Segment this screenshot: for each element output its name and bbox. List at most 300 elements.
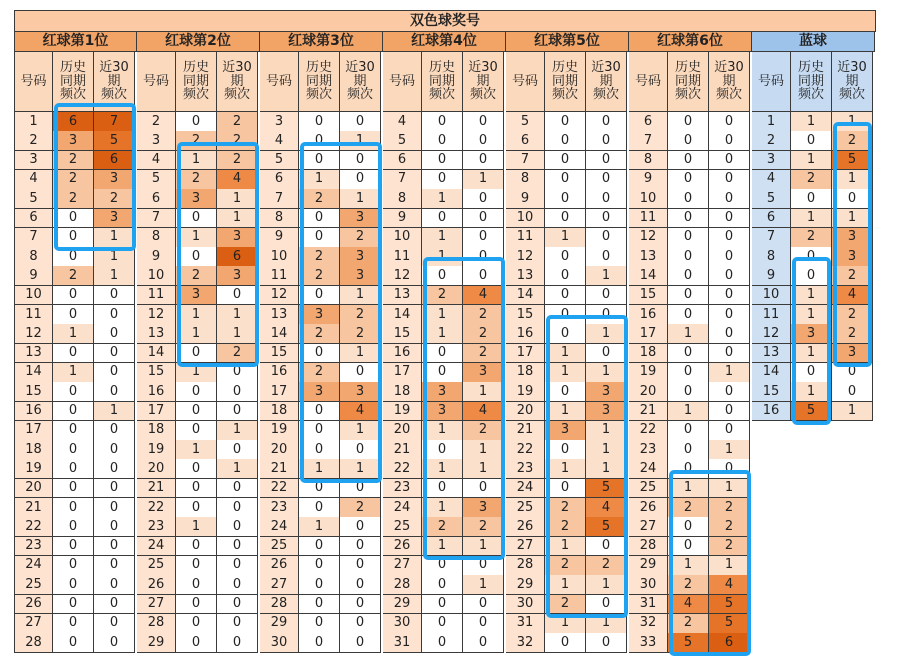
recent-frequency-cell: 0 <box>217 363 258 383</box>
history-frequency-cell: 0 <box>176 247 217 267</box>
ball-number-cell: 21 <box>383 440 422 460</box>
history-frequency-cell: 1 <box>545 228 586 248</box>
history-frequency-cell: 1 <box>299 517 340 537</box>
history-frequency-cell: 1 <box>791 382 832 402</box>
recent-frequency-cell: 1 <box>340 189 381 209</box>
ball-number-cell: 20 <box>260 440 299 460</box>
recent-frequency-cell: 0 <box>94 614 135 634</box>
ball-number-cell: 17 <box>137 402 176 422</box>
recent-frequency-cell: 0 <box>709 266 750 286</box>
history-frequency-cell: 0 <box>53 517 94 537</box>
history-frequency-cell: 0 <box>53 537 94 557</box>
ball-number-cell: 13 <box>260 305 299 325</box>
ball-number-cell: 23 <box>629 440 668 460</box>
recent-frequency-cell: 0 <box>586 112 627 132</box>
ball-number-cell: 17 <box>506 344 545 364</box>
recent-frequency-cell: 1 <box>463 382 504 402</box>
history-frequency-cell: 1 <box>299 170 340 190</box>
recent-frequency-cell: 0 <box>217 517 258 537</box>
ball-number-cell: 14 <box>260 324 299 344</box>
ball-number-cell: 10 <box>629 189 668 209</box>
history-frequency-cell: 0 <box>422 266 463 286</box>
history-frequency-cell: 2 <box>176 266 217 286</box>
recent-frequency-cell: 0 <box>709 305 750 325</box>
ball-number-cell: 7 <box>383 170 422 190</box>
recent-frequency-cell: 0 <box>94 633 135 653</box>
ball-number-cell: 10 <box>383 228 422 248</box>
ball-number-cell: 8 <box>629 151 668 171</box>
column-header: 号码 <box>752 52 791 112</box>
recent-frequency-cell: 1 <box>709 479 750 499</box>
history-frequency-cell: 2 <box>791 228 832 248</box>
history-frequency-cell: 2 <box>299 363 340 383</box>
history-frequency-cell: 3 <box>53 131 94 151</box>
ball-number-cell: 13 <box>383 286 422 306</box>
recent-frequency-cell: 1 <box>94 402 135 422</box>
ball-number-cell: 22 <box>629 421 668 441</box>
ball-number-cell: 12 <box>14 324 53 344</box>
history-frequency-cell: 0 <box>668 170 709 190</box>
recent-frequency-cell: 6 <box>709 633 750 653</box>
ball-number-cell: 26 <box>506 517 545 537</box>
ball-number-cell: 15 <box>137 363 176 383</box>
recent-frequency-cell: 0 <box>586 633 627 653</box>
history-frequency-cell: 0 <box>422 170 463 190</box>
history-frequency-cell: 1 <box>545 363 586 383</box>
ball-number-cell: 16 <box>629 305 668 325</box>
column-header: 近30 期 频次 <box>586 52 627 112</box>
history-frequency-cell: 0 <box>545 151 586 171</box>
ball-number-cell: 31 <box>506 614 545 634</box>
recent-frequency-cell: 0 <box>340 537 381 557</box>
recent-frequency-cell: 0 <box>709 189 750 209</box>
recent-frequency-cell: 1 <box>340 421 381 441</box>
ball-number-cell: 28 <box>14 633 53 653</box>
history-frequency-cell: 0 <box>299 402 340 422</box>
ball-number-cell: 32 <box>629 614 668 634</box>
ball-number-cell: 5 <box>14 189 53 209</box>
history-frequency-cell: 1 <box>176 151 217 171</box>
recent-frequency-cell: 0 <box>340 363 381 383</box>
recent-frequency-cell: 3 <box>217 266 258 286</box>
ball-number-cell: 17 <box>383 363 422 383</box>
recent-frequency-cell: 0 <box>709 151 750 171</box>
history-frequency-cell: 2 <box>668 575 709 595</box>
ball-number-cell: 20 <box>383 421 422 441</box>
ball-number-cell: 29 <box>629 556 668 576</box>
ball-number-cell: 2 <box>137 112 176 132</box>
column-header: 历史 同期 频次 <box>299 52 340 112</box>
recent-frequency-cell: 0 <box>832 382 873 402</box>
history-frequency-cell: 1 <box>545 537 586 557</box>
ball-number-cell: 30 <box>260 633 299 653</box>
ball-number-cell: 26 <box>137 575 176 595</box>
history-frequency-cell: 0 <box>791 247 832 267</box>
history-frequency-cell: 0 <box>422 614 463 634</box>
column-header: 号码 <box>629 52 668 112</box>
history-frequency-cell: 0 <box>668 382 709 402</box>
column-header: 历史 同期 频次 <box>176 52 217 112</box>
history-frequency-cell: 3 <box>299 305 340 325</box>
history-frequency-cell: 2 <box>299 266 340 286</box>
recent-frequency-cell: 2 <box>709 537 750 557</box>
history-frequency-cell: 2 <box>545 517 586 537</box>
column-header: 历史 同期 频次 <box>668 52 709 112</box>
ball-number-cell: 7 <box>752 228 791 248</box>
history-frequency-cell: 0 <box>53 305 94 325</box>
ball-number-cell: 18 <box>506 363 545 383</box>
ball-number-cell: 15 <box>752 382 791 402</box>
history-frequency-cell: 0 <box>545 189 586 209</box>
history-frequency-cell: 1 <box>668 324 709 344</box>
ball-number-cell: 8 <box>383 189 422 209</box>
history-frequency-cell: 1 <box>791 286 832 306</box>
ball-number-cell: 11 <box>260 266 299 286</box>
recent-frequency-cell: 0 <box>463 556 504 576</box>
history-frequency-cell: 1 <box>422 189 463 209</box>
history-frequency-cell: 0 <box>176 633 217 653</box>
recent-frequency-cell: 0 <box>463 112 504 132</box>
ball-number-cell: 16 <box>260 363 299 383</box>
recent-frequency-cell: 0 <box>217 595 258 615</box>
history-frequency-cell: 1 <box>545 459 586 479</box>
recent-frequency-cell: 0 <box>94 595 135 615</box>
history-frequency-cell: 3 <box>422 382 463 402</box>
recent-frequency-cell: 6 <box>217 247 258 267</box>
recent-frequency-cell: 0 <box>217 633 258 653</box>
history-frequency-cell: 1 <box>668 402 709 422</box>
ball-number-cell: 6 <box>137 189 176 209</box>
history-frequency-cell: 1 <box>545 614 586 634</box>
ball-number-cell: 29 <box>383 595 422 615</box>
ball-number-cell: 18 <box>260 402 299 422</box>
history-frequency-cell: 0 <box>53 209 94 229</box>
history-frequency-cell: 0 <box>299 479 340 499</box>
history-frequency-cell: 0 <box>299 421 340 441</box>
history-frequency-cell: 1 <box>53 363 94 383</box>
ball-number-cell: 30 <box>506 595 545 615</box>
history-frequency-cell: 2 <box>668 614 709 634</box>
recent-frequency-cell: 3 <box>94 170 135 190</box>
history-frequency-cell: 1 <box>176 517 217 537</box>
history-frequency-cell: 2 <box>422 286 463 306</box>
recent-frequency-cell: 5 <box>709 614 750 634</box>
recent-frequency-cell: 0 <box>340 479 381 499</box>
recent-frequency-cell: 0 <box>463 131 504 151</box>
recent-frequency-cell: 0 <box>94 517 135 537</box>
history-frequency-cell: 1 <box>422 324 463 344</box>
recent-frequency-cell: 0 <box>586 189 627 209</box>
history-frequency-cell: 0 <box>668 363 709 383</box>
history-frequency-cell: 0 <box>668 440 709 460</box>
ball-number-cell: 21 <box>629 402 668 422</box>
recent-frequency-cell: 1 <box>463 440 504 460</box>
recent-frequency-cell: 0 <box>94 286 135 306</box>
history-frequency-cell: 2 <box>668 498 709 518</box>
recent-frequency-cell: 0 <box>463 189 504 209</box>
recent-frequency-cell: 0 <box>709 324 750 344</box>
ball-number-cell: 15 <box>383 324 422 344</box>
recent-frequency-cell: 0 <box>94 382 135 402</box>
recent-frequency-cell: 2 <box>217 131 258 151</box>
recent-frequency-cell: 2 <box>832 305 873 325</box>
recent-frequency-cell: 4 <box>709 575 750 595</box>
history-frequency-cell: 1 <box>299 459 340 479</box>
recent-frequency-cell: 0 <box>463 633 504 653</box>
history-frequency-cell: 0 <box>299 537 340 557</box>
column-header: 近30 期 频次 <box>340 52 381 112</box>
ball-number-cell: 23 <box>260 498 299 518</box>
recent-frequency-cell: 0 <box>463 209 504 229</box>
history-frequency-cell: 0 <box>668 247 709 267</box>
history-frequency-cell: 2 <box>299 247 340 267</box>
recent-frequency-cell: 0 <box>463 595 504 615</box>
history-frequency-cell: 0 <box>668 151 709 171</box>
ball-number-cell: 24 <box>629 459 668 479</box>
ball-number-cell: 2 <box>14 131 53 151</box>
history-frequency-cell: 0 <box>545 247 586 267</box>
ball-number-cell: 10 <box>260 247 299 267</box>
recent-frequency-cell: 1 <box>94 228 135 248</box>
recent-frequency-cell: 0 <box>709 112 750 132</box>
ball-number-cell: 28 <box>383 575 422 595</box>
ball-number-cell: 14 <box>383 305 422 325</box>
history-frequency-cell: 0 <box>545 382 586 402</box>
history-frequency-cell: 0 <box>176 402 217 422</box>
history-frequency-cell: 1 <box>422 247 463 267</box>
recent-frequency-cell: 1 <box>586 440 627 460</box>
ball-number-cell: 11 <box>752 305 791 325</box>
recent-frequency-cell: 2 <box>709 498 750 518</box>
ball-number-cell: 24 <box>137 537 176 557</box>
history-frequency-cell: 0 <box>299 228 340 248</box>
ball-number-cell: 18 <box>383 382 422 402</box>
ball-number-cell: 15 <box>260 344 299 364</box>
recent-frequency-cell: 0 <box>217 479 258 499</box>
recent-frequency-cell: 1 <box>94 266 135 286</box>
recent-frequency-cell: 1 <box>832 209 873 229</box>
recent-frequency-cell: 1 <box>340 459 381 479</box>
ball-number-cell: 31 <box>629 595 668 615</box>
ball-number-cell: 6 <box>383 151 422 171</box>
ball-number-cell: 12 <box>752 324 791 344</box>
history-frequency-cell: 0 <box>53 421 94 441</box>
history-frequency-cell: 0 <box>53 440 94 460</box>
recent-frequency-cell: 2 <box>217 151 258 171</box>
recent-frequency-cell: 0 <box>832 189 873 209</box>
ball-number-cell: 17 <box>260 382 299 402</box>
recent-frequency-cell: 1 <box>832 402 873 422</box>
history-frequency-cell: 0 <box>53 344 94 364</box>
ball-number-cell: 19 <box>383 402 422 422</box>
table-title: 双色球奖号 <box>14 10 876 32</box>
history-frequency-cell: 0 <box>545 633 586 653</box>
ball-number-cell: 4 <box>260 131 299 151</box>
ball-number-cell: 7 <box>629 131 668 151</box>
recent-frequency-cell: 0 <box>94 440 135 460</box>
ball-number-cell: 27 <box>629 517 668 537</box>
history-frequency-cell: 1 <box>422 537 463 557</box>
history-frequency-cell: 0 <box>422 131 463 151</box>
recent-frequency-cell: 3 <box>586 382 627 402</box>
recent-frequency-cell: 0 <box>832 363 873 383</box>
recent-frequency-cell: 0 <box>340 517 381 537</box>
history-frequency-cell: 0 <box>299 112 340 132</box>
history-frequency-cell: 0 <box>791 266 832 286</box>
ball-number-cell: 25 <box>14 575 53 595</box>
ball-number-cell: 25 <box>137 556 176 576</box>
ball-number-cell: 9 <box>383 209 422 229</box>
ball-number-cell: 18 <box>137 421 176 441</box>
column-header: 号码 <box>506 52 545 112</box>
ball-number-cell: 16 <box>137 382 176 402</box>
ball-number-cell: 21 <box>506 421 545 441</box>
column-header: 近30 期 频次 <box>217 52 258 112</box>
recent-frequency-cell: 2 <box>94 189 135 209</box>
column-header: 历史 同期 频次 <box>422 52 463 112</box>
recent-frequency-cell: 0 <box>709 421 750 441</box>
history-frequency-cell: 0 <box>545 286 586 306</box>
lottery-frequency-table <box>14 10 876 650</box>
history-frequency-cell: 0 <box>791 363 832 383</box>
recent-frequency-cell: 0 <box>94 537 135 557</box>
history-frequency-cell: 0 <box>668 286 709 306</box>
ball-number-cell: 11 <box>629 209 668 229</box>
recent-frequency-cell: 3 <box>340 382 381 402</box>
recent-frequency-cell: 4 <box>586 498 627 518</box>
ball-number-cell: 9 <box>137 247 176 267</box>
history-frequency-cell: 0 <box>176 382 217 402</box>
recent-frequency-cell: 1 <box>340 344 381 364</box>
recent-frequency-cell: 1 <box>217 324 258 344</box>
recent-frequency-cell: 4 <box>463 402 504 422</box>
history-frequency-cell: 0 <box>545 324 586 344</box>
history-frequency-cell: 0 <box>53 247 94 267</box>
history-frequency-cell: 1 <box>176 305 217 325</box>
history-frequency-cell: 2 <box>53 266 94 286</box>
ball-number-cell: 2 <box>752 131 791 151</box>
recent-frequency-cell: 4 <box>340 402 381 422</box>
history-frequency-cell: 0 <box>176 556 217 576</box>
recent-frequency-cell: 0 <box>709 209 750 229</box>
recent-frequency-cell: 0 <box>586 151 627 171</box>
history-frequency-cell: 0 <box>545 440 586 460</box>
ball-number-cell: 14 <box>629 266 668 286</box>
ball-number-cell: 20 <box>14 479 53 499</box>
recent-frequency-cell: 0 <box>586 286 627 306</box>
ball-number-cell: 22 <box>506 440 545 460</box>
recent-frequency-cell: 1 <box>586 575 627 595</box>
ball-number-cell: 30 <box>629 575 668 595</box>
ball-number-cell: 4 <box>383 112 422 132</box>
recent-frequency-cell: 3 <box>463 498 504 518</box>
recent-frequency-cell: 0 <box>217 402 258 422</box>
history-frequency-cell: 0 <box>299 575 340 595</box>
recent-frequency-cell: 0 <box>463 247 504 267</box>
recent-frequency-cell: 1 <box>217 305 258 325</box>
ball-number-cell: 10 <box>506 209 545 229</box>
ball-number-cell: 28 <box>506 556 545 576</box>
history-frequency-cell: 0 <box>422 151 463 171</box>
ball-number-cell: 18 <box>14 440 53 460</box>
history-frequency-cell: 0 <box>791 189 832 209</box>
history-frequency-cell: 0 <box>176 575 217 595</box>
history-frequency-cell: 1 <box>53 324 94 344</box>
ball-number-cell: 8 <box>260 209 299 229</box>
history-frequency-cell: 0 <box>545 305 586 325</box>
history-frequency-cell: 2 <box>299 189 340 209</box>
recent-frequency-cell: 4 <box>463 286 504 306</box>
history-frequency-cell: 0 <box>53 575 94 595</box>
recent-frequency-cell: 2 <box>463 324 504 344</box>
recent-frequency-cell: 0 <box>217 382 258 402</box>
recent-frequency-cell: 0 <box>586 537 627 557</box>
ball-number-cell: 12 <box>137 305 176 325</box>
recent-frequency-cell: 3 <box>94 209 135 229</box>
ball-number-cell: 29 <box>506 575 545 595</box>
recent-frequency-cell: 2 <box>340 228 381 248</box>
history-frequency-cell: 0 <box>299 614 340 634</box>
ball-number-cell: 22 <box>137 498 176 518</box>
history-frequency-cell: 0 <box>422 575 463 595</box>
recent-frequency-cell: 0 <box>586 247 627 267</box>
history-frequency-cell: 0 <box>53 556 94 576</box>
ball-number-cell: 3 <box>752 151 791 171</box>
ball-number-cell: 12 <box>629 228 668 248</box>
ball-number-cell: 8 <box>506 170 545 190</box>
recent-frequency-cell: 2 <box>709 517 750 537</box>
history-frequency-cell: 0 <box>668 266 709 286</box>
recent-frequency-cell: 0 <box>463 479 504 499</box>
recent-frequency-cell: 5 <box>586 517 627 537</box>
recent-frequency-cell: 0 <box>709 131 750 151</box>
ball-number-cell: 25 <box>383 517 422 537</box>
ball-number-cell: 27 <box>14 614 53 634</box>
recent-frequency-cell: 2 <box>463 421 504 441</box>
ball-number-cell: 7 <box>260 189 299 209</box>
history-frequency-cell: 0 <box>668 517 709 537</box>
ball-number-cell: 14 <box>752 363 791 383</box>
recent-frequency-cell: 1 <box>586 266 627 286</box>
recent-frequency-cell: 0 <box>340 556 381 576</box>
history-frequency-cell: 0 <box>668 131 709 151</box>
history-frequency-cell: 2 <box>176 170 217 190</box>
history-frequency-cell: 3 <box>176 286 217 306</box>
ball-number-cell: 30 <box>383 614 422 634</box>
recent-frequency-cell: 1 <box>832 170 873 190</box>
history-frequency-cell: 1 <box>791 209 832 229</box>
ball-number-cell: 25 <box>506 498 545 518</box>
ball-number-cell: 13 <box>752 344 791 364</box>
history-frequency-cell: 1 <box>422 228 463 248</box>
ball-number-cell: 19 <box>14 459 53 479</box>
ball-number-cell: 26 <box>14 595 53 615</box>
ball-number-cell: 16 <box>506 324 545 344</box>
recent-frequency-cell: 0 <box>340 112 381 132</box>
recent-frequency-cell: 0 <box>94 459 135 479</box>
history-frequency-cell: 0 <box>176 537 217 557</box>
recent-frequency-cell: 0 <box>463 228 504 248</box>
history-frequency-cell: 0 <box>422 556 463 576</box>
ball-number-cell: 10 <box>752 286 791 306</box>
ball-number-cell: 6 <box>629 112 668 132</box>
ball-number-cell: 23 <box>137 517 176 537</box>
recent-frequency-cell: 0 <box>709 286 750 306</box>
recent-frequency-cell: 2 <box>832 324 873 344</box>
history-frequency-cell: 0 <box>668 112 709 132</box>
ball-number-cell: 18 <box>629 344 668 364</box>
ball-number-cell: 5 <box>137 170 176 190</box>
